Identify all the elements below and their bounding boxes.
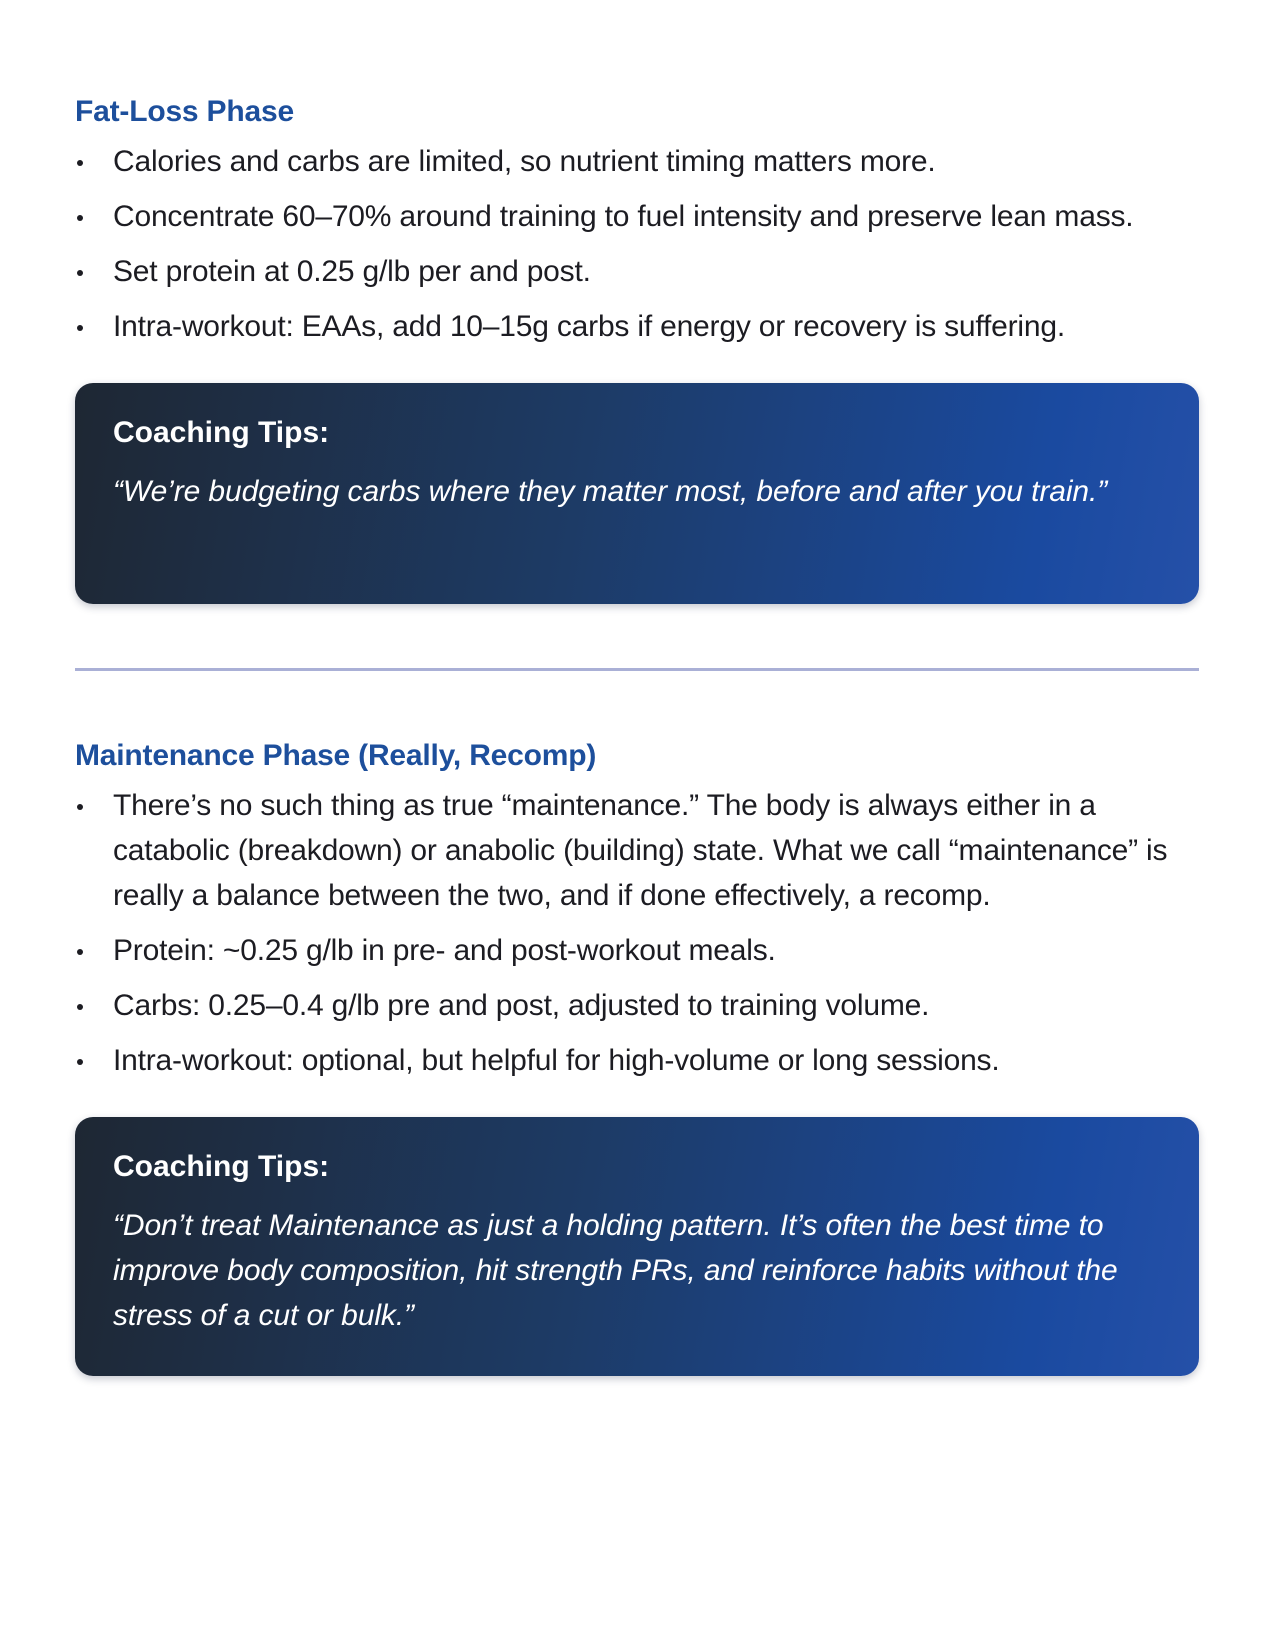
fat-loss-bullets bbox=[75, 139, 1199, 349]
coaching-tip-title: Coaching Tips: bbox=[113, 416, 330, 449]
coaching-tip-quote: “We’re budgeting carbs where they matter most, before and after you train.” bbox=[113, 475, 1108, 508]
list-item: Carbs: 0.25–0.4 g/lb pre and post, adjusted to training volume. bbox=[75, 983, 1199, 1028]
coaching-tip-quote: “Don’t treat Maintenance as just a holding pattern. It’s often the best time to improve body composition, hit strength PRs, and reinforce habits without the stress of a cut or bulk.” bbox=[113, 1209, 1118, 1332]
list-item: Intra-workout: EAAs, add 10–15g carbs if energy or recovery is suffering. bbox=[75, 304, 1199, 349]
page-content bbox=[75, 92, 1199, 1376]
list-item: Calories and carbs are limited, so nutrient timing matters more. bbox=[75, 139, 1199, 184]
fat-loss-coaching-tip bbox=[75, 383, 1199, 604]
list-item: Set protein at 0.25 g/lb per and post. bbox=[75, 249, 1199, 294]
section-divider bbox=[75, 668, 1199, 671]
maintenance-coaching-tip bbox=[75, 1117, 1199, 1376]
list-item: Concentrate 60–70% around training to fuel intensity and preserve lean mass. bbox=[75, 194, 1199, 239]
maintenance-bullets bbox=[75, 783, 1199, 1083]
list-item: Intra-workout: optional, but helpful for high-volume or long sessions. bbox=[75, 1038, 1199, 1083]
maintenance-heading: Maintenance Phase (Really, Recomp) bbox=[75, 739, 597, 772]
list-item: Protein: ~0.25 g/lb in pre- and post-workout meals. bbox=[75, 928, 1199, 973]
list-item: There’s no such thing as true “maintenance.” The body is always either in a catabolic (breakdown) or anabolic (building) state. What we call “maintenance” is really a balance between the two, and if done effectively, a recomp. bbox=[75, 783, 1199, 918]
coaching-tip-title: Coaching Tips: bbox=[113, 1150, 330, 1183]
fat-loss-heading: Fat-Loss Phase bbox=[75, 95, 294, 128]
